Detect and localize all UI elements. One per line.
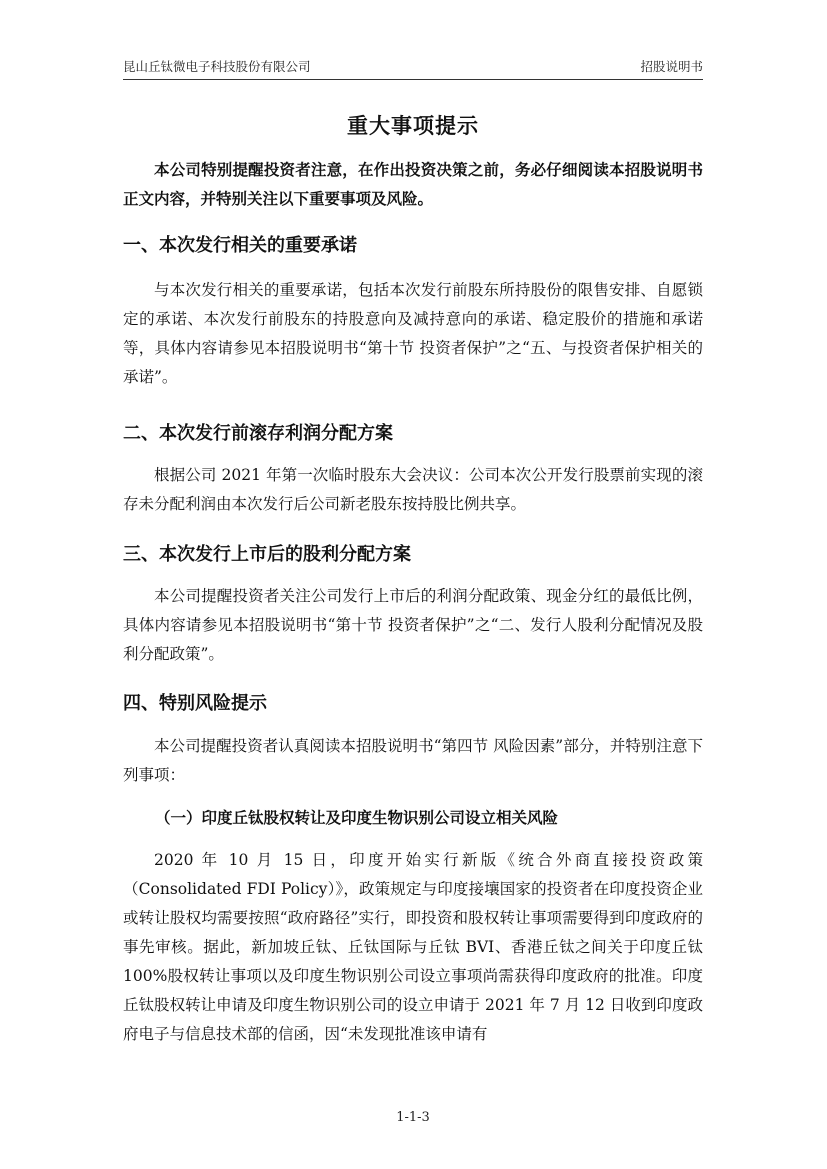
- subsection-body: 2020 年 10 月 15 日，印度开始实行新版《统合外商直接投资政策（Consolidated FDI Policy）》，政策规定与印度接壤国家的投资者在印度投资企业或转让股权均需要按照“政府路径”实行，即投资和股权转让事项需要得到印度政府的事先审核。据此，新加坡丘钛、丘钛国际与丘钛 BVI、香港丘钛之间关于印度丘钛 100%股权转让事项以及印度生物识别公司设立事项尚需获得印度政府的批准。印度丘钛股权转让申请及印度生物识别公司的设立申请于 2021 年 7 月 12 日收到印度政府电子与信息技术部的信函，因“未发现批准该申请有: [123, 851, 703, 1043]
- header-document-type: 招股说明书: [640, 59, 703, 74]
- section-body-1: 与本次发行相关的重要承诺，包括本次发行前股东所持股份的限售安排、自愿锁定的承诺、本次发行前股东的持股意向及减持意向的承诺、稳定股价的措施和承诺等，具体内容请参见本招股说明书“第十节 投资者保护”之“五、与投资者保护相关的承诺”。: [123, 281, 703, 386]
- section-body-2: 根据公司 2021 年第一次临时股东大会决议：公司本次公开发行股票前实现的滚存未分配利润由本次发行后公司新老股东按持股比例共享。: [123, 466, 703, 513]
- section-body-4: 本公司提醒投资者认真阅读本招股说明书“第四节 风险因素”部分，并特别注意下列事项：: [123, 737, 703, 784]
- header-divider: [123, 79, 703, 80]
- section-body-3: 本公司提醒投资者关注公司发行上市后的利润分配政策、现金分红的最低比例，具体内容请参见本招股说明书“第十节 投资者保护”之“二、发行人股利分配情况及股利分配政策”。: [123, 587, 703, 663]
- page-header: [123, 57, 703, 77]
- page-title: 重大事项提示: [347, 114, 479, 138]
- header-company-name: 昆山丘钛微电子科技股份有限公司: [123, 59, 311, 74]
- section-heading-2: 二、本次发行前滚存利润分配方案: [123, 423, 393, 444]
- section-heading-3: 三、本次发行上市后的股利分配方案: [123, 544, 411, 565]
- page-number: 1-1-3: [396, 1110, 430, 1125]
- section-heading-1: 一、本次发行相关的重要承诺: [123, 235, 357, 256]
- subsection-heading: （一）印度丘钛股权转让及印度生物识别公司设立相关风险: [155, 809, 559, 827]
- section-heading-4: 四、特别风险提示: [123, 693, 267, 714]
- intro-paragraph: 本公司特别提醒投资者注意，在作出投资决策之前，务必仔细阅读本招股说明书正文内容，并特别关注以下重要事项及风险。: [123, 161, 703, 208]
